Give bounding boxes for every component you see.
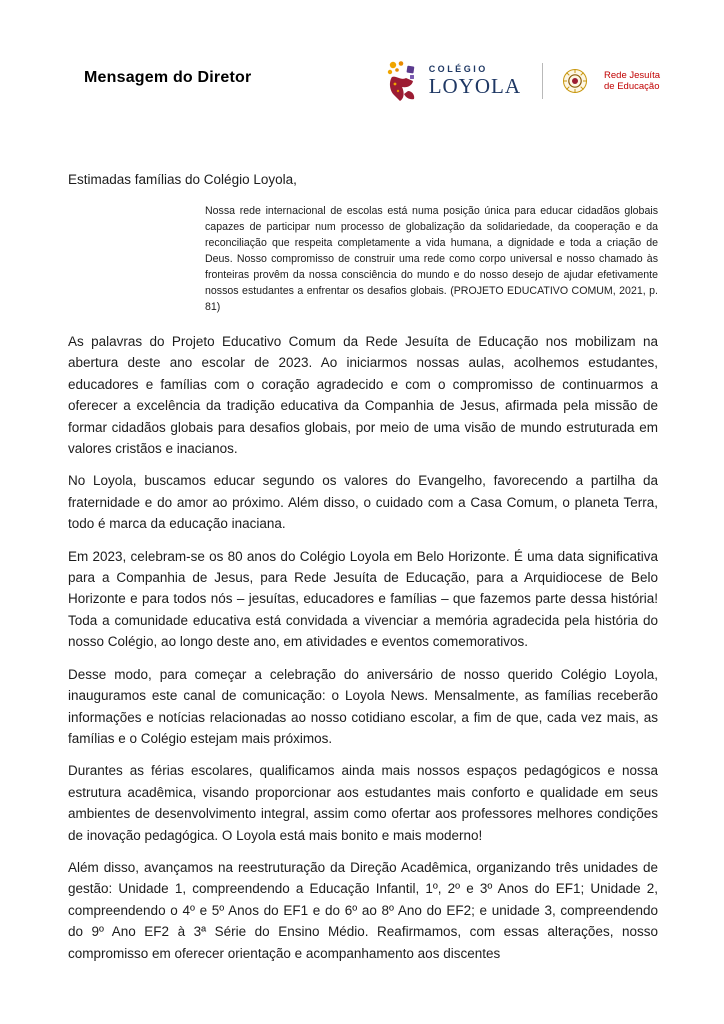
paragraph-1: As palavras do Projeto Educativo Comum da Rede Jesuíta de Educação nos mobilizam na abertura deste ano escolar de 2023. Ao iniciarmos nossas aulas, acolhemos estudantes, educadores e famílias com o coração agradecido e com o compromisso de continuarmos a oferecer a excelência da tradição educativa da Companhia de Jesus, afirmada pela missão de formar cidadãos globais para desafios globais, por meio de uma visão de mundo estruturada em valores cristãos e inacianos. xyxy=(68,334,658,457)
rede-jesuita-label xyxy=(604,70,660,93)
paragraph-6: Além disso, avançamos na reestruturação da Direção Acadêmica, organizando três unidades de gestão: Unidade 1, compreendendo a Educação Infantil, 1º, 2º e 3º Anos do EF1; Unidade 2, compreendendo o 4º e 5º Anos do EF1 e do 6º ao 8º Ano do EF2; e unidade 3, compreendendo do 9º Ano EF2 à 3ª Série do Ensino Médio. Reafirmamos, com essas alterações, nosso compromisso em oferecer orientação e acompanhamento aos discentes xyxy=(68,859,658,961)
logo-divider xyxy=(542,63,543,99)
rede-jesuita-line2: de Educação xyxy=(604,81,660,92)
paragraph-2: No Loyola, buscamos educar segundo os valores do Evangelho, favorecendo a partilha da fraternidade e do amor ao próximo. Além disso, o cuidado com a Casa Comum, o planeta Terra, todo é marca da educação inaciana. xyxy=(68,473,658,532)
colegio-loyola-logo xyxy=(386,60,660,102)
colegio-label: COLÉGIO xyxy=(428,64,488,74)
paragraph-4: Desse modo, para começar a celebração do aniversário de nosso querido Colégio Loyola, inauguramos este canal de comunicação: o Loyola News. Mensalmente, as famílias receberão informações e notícias relacionadas ao nosso cotidiano escolar, a fim de que, cada vez mais, as famílias e o Colégio estejam mais próximos. xyxy=(68,666,658,746)
colegio-loyola-logo-icon xyxy=(386,60,420,102)
paragraph-3: Em 2023, celebram-se os 80 anos do Colégio Loyola em Belo Horizonte. É uma data significativa para a Companhia de Jesus, para Rede Jesuíta de Educação, para a Arquidiocese de Belo Horizonte e para todos nós – jesuítas, educadores e famílias – que fazemos parte dessa história! Toda a comunidade educativa está convidada a vivenciar a memória agradecida pela história do nosso Colégio, ao longo deste ano, em atividades e eventos comemorativos. xyxy=(68,548,658,650)
letter-body xyxy=(68,172,658,975)
paragraph-5: Durantes as férias escolares, qualificamos ainda mais nossos espaços pedagógicos e nossa estrutura acadêmica, visando proporcionar aos estudantes mais conforto e qualidade em seus ambientes de desenvolvimento integral, assim como ofertar aos professores melhores condições de inovação pedagógica. O Loyola está mais bonito e mais moderno! xyxy=(68,763,658,843)
greeting: Estimadas famílias do Colégio Loyola, xyxy=(68,172,297,187)
pec-quote: Nossa rede internacional de escolas está numa posição única para educar cidadãos globais capazes de participar num processo de globalização da solidariedade, da cooperação e da reconciliação que respeita completamente a vida humana, a dignidade e toda a criação de Deus. Nosso compromisso de construir uma rede como corpo universal e nosso chamado às fronteiras provêm da nossa consciência do mundo e do nosso desejo de ajudar efetivamente nossos estudantes a enfrentar os desafios globais. (PROJETO EDUCATIVO COMUM, 2021, p. 81) xyxy=(205,205,658,313)
rede-jesuita-line1: Rede Jesuíta xyxy=(604,69,660,81)
letter-paragraphs xyxy=(68,331,658,964)
rede-jesuita-emblem-icon xyxy=(562,68,588,94)
colegio-loyola-wordmark xyxy=(429,65,521,97)
page-header xyxy=(68,55,660,102)
page-title: Mensagem do Diretor xyxy=(84,69,252,86)
loyola-label: LOYOLA xyxy=(428,74,522,98)
